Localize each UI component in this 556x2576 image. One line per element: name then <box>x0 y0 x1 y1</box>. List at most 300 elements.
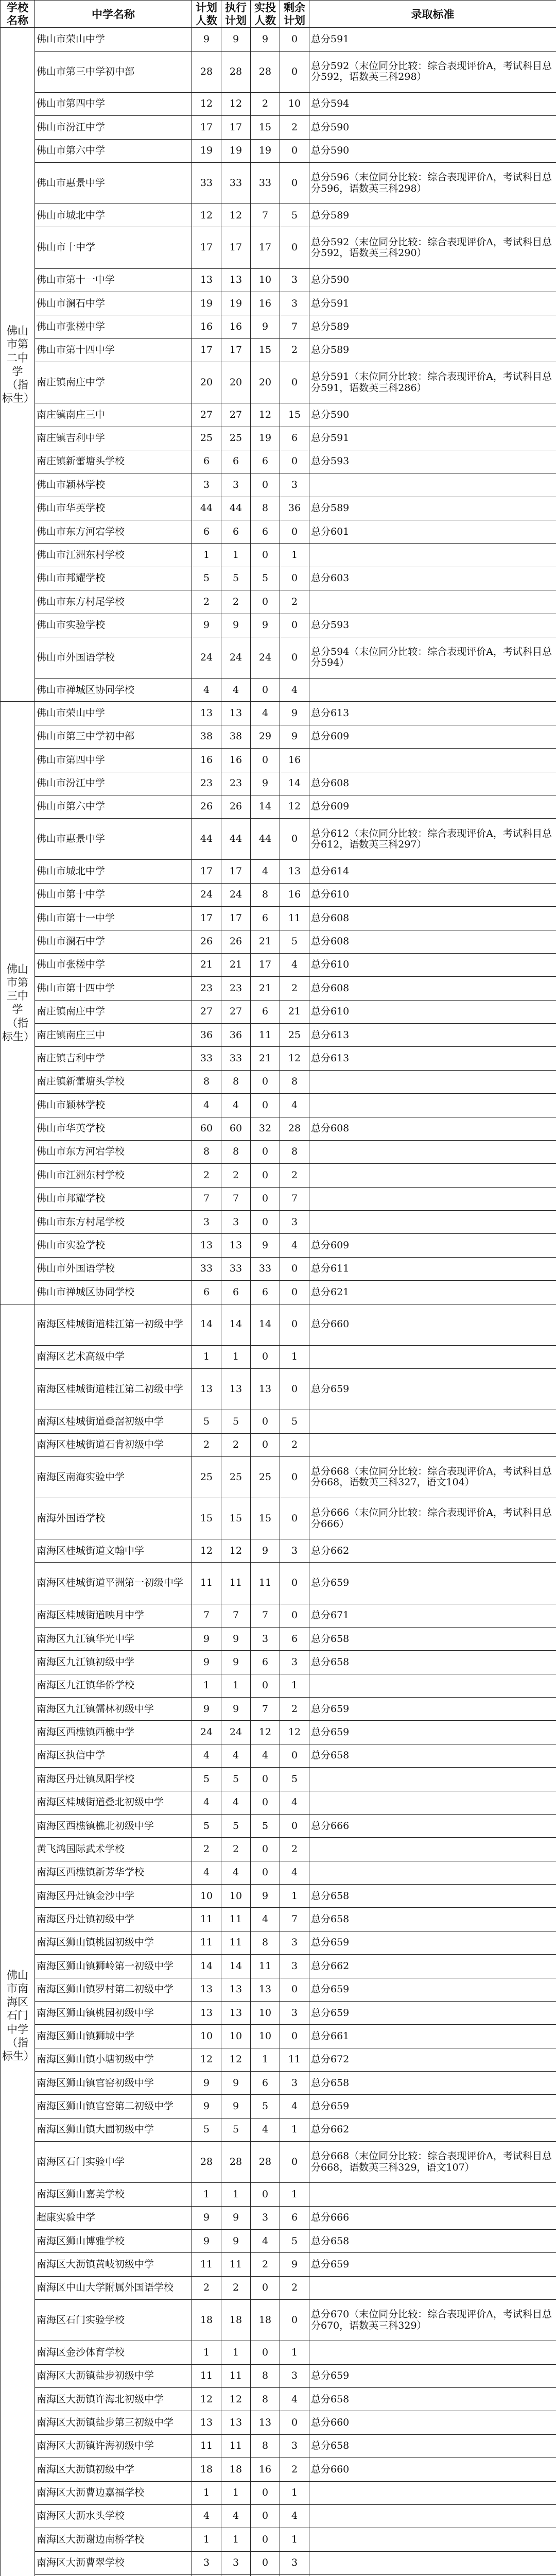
cell-executed-plan: 17 <box>221 907 251 930</box>
cell-executed-plan: 3 <box>221 473 251 497</box>
cell-executed-plan: 9 <box>221 614 251 637</box>
cell-admission-standard: 总分608 <box>309 772 556 795</box>
cell-remaining-plan: 4 <box>280 1791 309 1814</box>
cell-school-name: 南海区桂城街道桂江第二初级中学 <box>35 1369 192 1410</box>
cell-plan-count: 13 <box>192 1234 221 1257</box>
cell-actual-applicants: 17 <box>251 227 280 268</box>
cell-remaining-plan: 9 <box>280 702 309 725</box>
cell-plan-count: 2 <box>192 1433 221 1456</box>
table-row <box>1 520 556 544</box>
cell-school-name: 南海区大沥镇黄岐初级中学 <box>35 2253 192 2276</box>
cell-school-name: 佛山市东方河宕学校 <box>35 1140 192 1163</box>
cell-school-name: 南海区丹灶镇金沙中学 <box>35 1885 192 1908</box>
cell-admission-standard: 总分658 <box>309 1651 556 1674</box>
cell-remaining-plan: 1 <box>280 2341 309 2364</box>
table-row <box>1 1931 556 1954</box>
cell-actual-applicants: 4 <box>251 1744 280 1767</box>
table-row <box>1 2142 556 2183</box>
cell-plan-count: 33 <box>192 1047 221 1070</box>
cell-actual-applicants: 0 <box>251 473 280 497</box>
table-row <box>1 2276 556 2299</box>
cell-actual-applicants: 0 <box>251 1094 280 1117</box>
cell-actual-applicants: 6 <box>251 1651 280 1674</box>
cell-actual-applicants: 13 <box>251 2411 280 2434</box>
cell-admission-standard: 总分662 <box>309 1955 556 1978</box>
cell-school-name: 南海区大沥镇许海初级中学 <box>35 2434 192 2458</box>
cell-school-name: 南海区大沥镇许海北初级中学 <box>35 2388 192 2411</box>
cell-executed-plan: 19 <box>221 292 251 315</box>
cell-admission-standard: 总分591 <box>309 292 556 315</box>
cell-school-name: 南海区桂城街道映月中学 <box>35 1604 192 1627</box>
cell-remaining-plan: 6 <box>280 2206 309 2229</box>
cell-executed-plan: 9 <box>221 2072 251 2095</box>
table-row <box>1 2481 556 2504</box>
cell-school-name: 佛山市汾江中学 <box>35 772 192 795</box>
cell-actual-applicants: 7 <box>251 204 280 227</box>
cell-plan-count: 38 <box>192 725 221 748</box>
cell-actual-applicants: 10 <box>251 2001 280 2024</box>
cell-admission-standard <box>309 749 556 772</box>
table-row <box>1 679 556 702</box>
table-row <box>1 883 556 906</box>
cell-actual-applicants: 8 <box>251 1931 280 1954</box>
cell-admission-standard <box>309 1674 556 1697</box>
header-row <box>1 1 556 28</box>
cell-executed-plan: 17 <box>221 338 251 362</box>
cell-admission-standard <box>309 473 556 497</box>
cell-actual-applicants: 19 <box>251 139 280 162</box>
cell-actual-applicants: 0 <box>251 2183 280 2206</box>
cell-executed-plan: 14 <box>221 1955 251 1978</box>
cell-admission-standard: 总分659 <box>309 2095 556 2118</box>
cell-admission-standard <box>309 2276 556 2299</box>
cell-actual-applicants: 9 <box>251 614 280 637</box>
cell-executed-plan: 4 <box>221 1744 251 1767</box>
cell-plan-count: 26 <box>192 795 221 818</box>
cell-remaining-plan: 4 <box>280 953 309 976</box>
cell-admission-standard: 总分594 <box>309 92 556 115</box>
cell-admission-standard: 总分596（末位同分比较：综合表现评价A，考试科目总分596，语数英三科298） <box>309 162 556 204</box>
cell-plan-count: 60 <box>192 1117 221 1140</box>
cell-admission-standard: 总分662 <box>309 2118 556 2141</box>
cell-school-name: 南庄镇吉利中学 <box>35 1047 192 1070</box>
cell-school-name: 南海区中山大学附属外国语学校 <box>35 2276 192 2299</box>
cell-admission-standard: 总分659 <box>309 1978 556 2001</box>
cell-plan-count: 1 <box>192 544 221 567</box>
cell-plan-count: 18 <box>192 2300 221 2341</box>
cell-admission-standard: 总分659 <box>309 2364 556 2387</box>
table-row <box>1 977 556 1000</box>
table-row <box>1 1955 556 1978</box>
table-row <box>1 338 556 362</box>
table-row <box>1 2072 556 2095</box>
cell-executed-plan: 13 <box>221 1234 251 1257</box>
cell-school-name: 南庄镇南庄三中 <box>35 1024 192 1047</box>
cell-actual-applicants: 18 <box>251 2300 280 2341</box>
cell-admission-standard: 总分609 <box>309 795 556 818</box>
cell-school-name: 佛山市第四中学 <box>35 749 192 772</box>
cell-plan-count: 13 <box>192 2001 221 2024</box>
cell-school-name: 佛山市城北中学 <box>35 860 192 883</box>
table-row <box>1 2095 556 2118</box>
cell-plan-count: 7 <box>192 1187 221 1210</box>
cell-actual-applicants: 0 <box>251 1164 280 1187</box>
cell-school-name: 南海外国语学校 <box>35 1498 192 1539</box>
cell-remaining-plan: 13 <box>280 860 309 883</box>
cell-remaining-plan: 7 <box>280 315 309 338</box>
cell-plan-count: 2 <box>192 2276 221 2299</box>
cell-plan-count: 11 <box>192 1908 221 1931</box>
cell-actual-applicants: 4 <box>251 2118 280 2141</box>
cell-remaining-plan: 5 <box>280 1768 309 1791</box>
cell-executed-plan: 5 <box>221 2118 251 2141</box>
cell-executed-plan: 16 <box>221 315 251 338</box>
cell-remaining-plan: 3 <box>280 268 309 292</box>
cell-admission-standard <box>309 679 556 702</box>
table-row <box>1 1187 556 1210</box>
cell-actual-applicants: 9 <box>251 1885 280 1908</box>
table-body <box>1 28 556 2576</box>
cell-executed-plan: 23 <box>221 772 251 795</box>
cell-school-name: 南海区大沥镇盐步第三初级中学 <box>35 2411 192 2434</box>
cell-plan-count: 23 <box>192 977 221 1000</box>
cell-remaining-plan: 1 <box>280 1674 309 1697</box>
cell-actual-applicants: 17 <box>251 953 280 976</box>
cell-actual-applicants: 21 <box>251 1047 280 1070</box>
cell-admission-standard: 总分589 <box>309 338 556 362</box>
cell-remaining-plan: 0 <box>280 1304 309 1345</box>
cell-admission-standard: 总分660 <box>309 1304 556 1345</box>
cell-admission-standard <box>309 1838 556 1861</box>
cell-school-name: 佛山市第四中学 <box>35 92 192 115</box>
cell-school-name: 佛山市东方村尾学校 <box>35 1211 192 1234</box>
cell-remaining-plan: 0 <box>280 1978 309 2001</box>
cell-actual-applicants: 8 <box>251 2364 280 2387</box>
cell-plan-count: 5 <box>192 567 221 590</box>
cell-school-name: 南海区艺术高级中学 <box>35 1345 192 1368</box>
cell-actual-applicants: 0 <box>251 2341 280 2364</box>
cell-actual-applicants: 5 <box>251 567 280 590</box>
cell-admission-standard: 总分610 <box>309 953 556 976</box>
table-row <box>1 2434 556 2458</box>
cell-actual-applicants: 33 <box>251 162 280 204</box>
cell-remaining-plan: 0 <box>280 1498 309 1539</box>
table-row <box>1 1744 556 1767</box>
cell-admission-standard: 总分662 <box>309 1539 556 1563</box>
cell-remaining-plan: 14 <box>280 772 309 795</box>
cell-remaining-plan: 21 <box>280 1000 309 1023</box>
cell-executed-plan: 13 <box>221 2411 251 2434</box>
cell-school-name: 南海区九江镇华光中学 <box>35 1627 192 1650</box>
cell-admission-standard: 总分666 <box>309 2206 556 2229</box>
cell-admission-standard: 总分659 <box>309 1563 556 1604</box>
cell-actual-applicants: 12 <box>251 403 280 427</box>
cell-plan-count: 2 <box>192 1164 221 1187</box>
cell-school-name: 南海区桂城街道桂江第一初级中学 <box>35 1304 192 1345</box>
cell-plan-count: 24 <box>192 1721 221 1744</box>
table-row <box>1 1070 556 1093</box>
cell-actual-applicants: 15 <box>251 338 280 362</box>
cell-admission-standard: 总分591 <box>309 28 556 51</box>
group-school-name: 佛山市第二中学（指标生） <box>1 28 35 702</box>
group-school-name: 佛山市南海区石门中学（指标生） <box>1 1304 35 2576</box>
cell-admission-standard <box>309 1164 556 1187</box>
cell-school-name: 南海区大沥镇盐步初级中学 <box>35 2364 192 2387</box>
cell-school-name: 佛山市第六中学 <box>35 795 192 818</box>
cell-school-name: 南海区大沥水头学校 <box>35 2504 192 2528</box>
cell-school-name: 佛山市颖林学校 <box>35 1094 192 1117</box>
cell-executed-plan: 33 <box>221 1257 251 1280</box>
header-remaining-plan: 剩余计划 <box>280 1 309 28</box>
cell-executed-plan: 14 <box>221 1304 251 1345</box>
cell-school-name: 南海区大沥谢边南桥学校 <box>35 2528 192 2551</box>
cell-executed-plan: 11 <box>221 1931 251 1954</box>
cell-admission-standard <box>309 2481 556 2504</box>
cell-executed-plan: 5 <box>221 567 251 590</box>
cell-school-name: 佛山市禅城区协同学校 <box>35 1281 192 1304</box>
cell-school-name: 南海区狮山镇狮城中学 <box>35 2025 192 2048</box>
cell-remaining-plan: 1 <box>280 2481 309 2504</box>
cell-plan-count: 44 <box>192 497 221 520</box>
cell-executed-plan: 26 <box>221 795 251 818</box>
cell-plan-count: 25 <box>192 427 221 450</box>
cell-actual-applicants: 7 <box>251 1698 280 1721</box>
table-row <box>1 1211 556 1234</box>
cell-admission-standard <box>309 1187 556 1210</box>
cell-actual-applicants: 0 <box>251 590 280 614</box>
cell-plan-count: 2 <box>192 590 221 614</box>
cell-school-name: 南海区丹灶镇初级中学 <box>35 1908 192 1931</box>
cell-school-name: 佛山市第十四中学 <box>35 977 192 1000</box>
table-row <box>1 2025 556 2048</box>
cell-remaining-plan: 6 <box>280 1627 309 1650</box>
cell-plan-count: 44 <box>192 819 221 860</box>
cell-admission-standard: 总分671 <box>309 1604 556 1627</box>
cell-plan-count: 19 <box>192 292 221 315</box>
cell-school-name: 南海区金沙体育学校 <box>35 2341 192 2364</box>
cell-admission-standard: 总分661 <box>309 2025 556 2048</box>
cell-school-name: 南海区狮山镇官窑初级中学 <box>35 2072 192 2095</box>
cell-plan-count: 13 <box>192 2411 221 2434</box>
cell-plan-count: 11 <box>192 1563 221 1604</box>
cell-plan-count: 9 <box>192 1651 221 1674</box>
cell-actual-applicants: 8 <box>251 497 280 520</box>
cell-executed-plan: 17 <box>221 116 251 139</box>
cell-remaining-plan: 3 <box>280 1651 309 1674</box>
cell-remaining-plan: 16 <box>280 749 309 772</box>
cell-executed-plan: 12 <box>221 1539 251 1563</box>
cell-executed-plan: 9 <box>221 1651 251 1674</box>
cell-remaining-plan: 11 <box>280 907 309 930</box>
table-row <box>1 1908 556 1931</box>
cell-actual-applicants: 6 <box>251 520 280 544</box>
table-row <box>1 567 556 590</box>
cell-admission-standard: 总分659 <box>309 1931 556 1954</box>
cell-remaining-plan: 0 <box>280 362 309 403</box>
cell-remaining-plan: 11 <box>280 2048 309 2071</box>
cell-school-name: 南海区桂城街道叠北初级中学 <box>35 1791 192 1814</box>
cell-school-name: 南海区大沥曹边嘉福学校 <box>35 2481 192 2504</box>
table-row <box>1 795 556 818</box>
cell-admission-standard <box>309 2504 556 2528</box>
cell-admission-standard <box>309 2341 556 2364</box>
cell-remaining-plan: 0 <box>280 1744 309 1767</box>
cell-actual-applicants: 4 <box>251 1908 280 1931</box>
header-admission-standard: 录取标准 <box>309 1 556 28</box>
cell-admission-standard: 总分590 <box>309 139 556 162</box>
cell-executed-plan: 3 <box>221 1211 251 1234</box>
cell-executed-plan: 27 <box>221 1000 251 1023</box>
cell-actual-applicants: 0 <box>251 1211 280 1234</box>
cell-executed-plan: 2 <box>221 2276 251 2299</box>
cell-actual-applicants: 9 <box>251 315 280 338</box>
cell-remaining-plan: 0 <box>280 28 309 51</box>
cell-admission-standard <box>309 544 556 567</box>
cell-remaining-plan: 0 <box>280 2025 309 2048</box>
table-row <box>1 1281 556 1304</box>
cell-executed-plan: 28 <box>221 2142 251 2183</box>
cell-admission-standard: 总分613 <box>309 702 556 725</box>
cell-actual-applicants: 6 <box>251 907 280 930</box>
cell-remaining-plan: 3 <box>280 1931 309 1954</box>
table-row <box>1 1721 556 1744</box>
cell-plan-count: 4 <box>192 1861 221 1884</box>
cell-remaining-plan: 3 <box>280 1539 309 1563</box>
cell-actual-applicants: 13 <box>251 1369 280 1410</box>
cell-plan-count: 16 <box>192 749 221 772</box>
cell-actual-applicants: 20 <box>251 362 280 403</box>
table-row <box>1 268 556 292</box>
cell-executed-plan: 17 <box>221 227 251 268</box>
cell-plan-count: 8 <box>192 1070 221 1093</box>
table-row <box>1 204 556 227</box>
cell-school-name: 佛山市汾江中学 <box>35 116 192 139</box>
cell-executed-plan: 5 <box>221 1814 251 1837</box>
cell-admission-standard: 总分614 <box>309 860 556 883</box>
cell-admission-standard <box>309 1140 556 1163</box>
table-row <box>1 473 556 497</box>
cell-school-name: 南海区南海实验中学 <box>35 1456 192 1498</box>
table-row <box>1 1768 556 1791</box>
cell-school-name: 南海区西樵镇樵北初级中学 <box>35 1814 192 1837</box>
table-row <box>1 2118 556 2141</box>
cell-school-name: 南海区九江镇儒林初级中学 <box>35 1698 192 1721</box>
cell-remaining-plan: 2 <box>280 1433 309 1456</box>
cell-remaining-plan: 0 <box>280 2411 309 2434</box>
cell-actual-applicants: 33 <box>251 1257 280 1280</box>
table-row <box>1 1047 556 1070</box>
cell-remaining-plan: 3 <box>280 2364 309 2387</box>
cell-admission-standard: 总分666（末位同分比较：综合表现评价A，考试科目总分666） <box>309 1498 556 1539</box>
cell-school-name: 佛山市第六中学 <box>35 139 192 162</box>
cell-executed-plan: 6 <box>221 520 251 544</box>
cell-plan-count: 17 <box>192 227 221 268</box>
cell-admission-standard <box>309 1094 556 1117</box>
cell-actual-applicants: 4 <box>251 702 280 725</box>
cell-plan-count: 11 <box>192 1931 221 1954</box>
cell-remaining-plan: 2 <box>280 1838 309 1861</box>
cell-remaining-plan: 0 <box>280 1563 309 1604</box>
table-row <box>1 2504 556 2528</box>
cell-remaining-plan: 1 <box>280 2528 309 2551</box>
cell-school-name: 南海区大沥曹翠学校 <box>35 2551 192 2574</box>
cell-school-name: 佛山市荣山中学 <box>35 28 192 51</box>
table-row <box>1 819 556 860</box>
cell-actual-applicants: 0 <box>251 2528 280 2551</box>
table-row <box>1 1563 556 1604</box>
cell-plan-count: 19 <box>192 139 221 162</box>
cell-plan-count: 9 <box>192 28 221 51</box>
cell-executed-plan: 44 <box>221 497 251 520</box>
cell-school-name: 佛山市城北中学 <box>35 204 192 227</box>
cell-executed-plan: 4 <box>221 2504 251 2528</box>
cell-executed-plan: 1 <box>221 2528 251 2551</box>
cell-school-name: 南海区九江镇初级中学 <box>35 1651 192 1674</box>
cell-executed-plan: 11 <box>221 2434 251 2458</box>
cell-remaining-plan: 0 <box>280 637 309 678</box>
cell-actual-applicants: 13 <box>251 1978 280 2001</box>
cell-actual-applicants: 6 <box>251 1281 280 1304</box>
cell-admission-standard: 总分658 <box>309 2388 556 2411</box>
cell-admission-standard: 总分658 <box>309 2230 556 2253</box>
cell-remaining-plan: 5 <box>280 2230 309 2253</box>
table-row <box>1 1627 556 1650</box>
table-row <box>1 2528 556 2551</box>
cell-executed-plan: 23 <box>221 977 251 1000</box>
table-row <box>1 2458 556 2481</box>
cell-school-name: 南海区西樵镇新芳华学校 <box>35 1861 192 1884</box>
cell-plan-count: 13 <box>192 1978 221 2001</box>
cell-remaining-plan: 0 <box>280 567 309 590</box>
cell-remaining-plan: 0 <box>280 2142 309 2183</box>
cell-school-name: 南庄镇南庄三中 <box>35 403 192 427</box>
cell-plan-count: 17 <box>192 907 221 930</box>
cell-executed-plan: 13 <box>221 268 251 292</box>
cell-school-name: 佛山市第十一中学 <box>35 268 192 292</box>
cell-remaining-plan: 2 <box>280 2276 309 2299</box>
cell-plan-count: 9 <box>192 614 221 637</box>
table-row <box>1 2206 556 2229</box>
table-row <box>1 2364 556 2387</box>
cell-remaining-plan: 9 <box>280 725 309 748</box>
cell-plan-count: 6 <box>192 1281 221 1304</box>
cell-school-name: 南海区狮山镇官窑第二初级中学 <box>35 2095 192 2118</box>
cell-executed-plan: 7 <box>221 1604 251 1627</box>
cell-admission-standard: 总分594（末位同分比较：综合表现评价A，考试科目总分594） <box>309 637 556 678</box>
cell-admission-standard: 总分658 <box>309 1744 556 1767</box>
table-row <box>1 427 556 450</box>
cell-plan-count: 1 <box>192 2528 221 2551</box>
cell-executed-plan: 36 <box>221 1024 251 1047</box>
cell-school-name: 南海区狮山镇大圃初级中学 <box>35 2118 192 2141</box>
cell-plan-count: 4 <box>192 2504 221 2528</box>
cell-remaining-plan: 0 <box>280 162 309 204</box>
cell-plan-count: 10 <box>192 2025 221 2048</box>
cell-plan-count: 1 <box>192 1345 221 1368</box>
table-row <box>1 1838 556 1861</box>
cell-plan-count: 26 <box>192 930 221 953</box>
cell-school-name: 佛山市第三中学初中部 <box>35 725 192 748</box>
cell-admission-standard: 总分613 <box>309 1024 556 1047</box>
cell-plan-count: 7 <box>192 1604 221 1627</box>
cell-executed-plan: 20 <box>221 362 251 403</box>
cell-actual-applicants: 0 <box>251 1345 280 1368</box>
cell-remaining-plan: 3 <box>280 2551 309 2574</box>
cell-school-name: 佛山市外国语学校 <box>35 637 192 678</box>
cell-remaining-plan: 12 <box>280 795 309 818</box>
cell-admission-standard <box>309 1211 556 1234</box>
cell-plan-count: 23 <box>192 772 221 795</box>
